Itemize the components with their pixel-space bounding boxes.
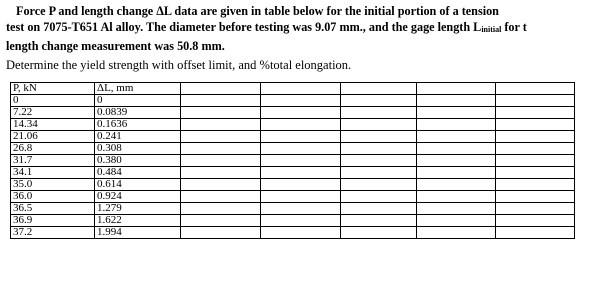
table-cell bbox=[181, 203, 261, 215]
table-cell: 37.2 bbox=[11, 227, 95, 239]
problem-line-2 bbox=[6, 19, 613, 38]
table-cell: 36.9 bbox=[11, 215, 95, 227]
table-header-cell bbox=[341, 83, 417, 95]
table-header-cell: P, kN bbox=[11, 83, 95, 95]
table-cell bbox=[341, 167, 417, 179]
table-cell bbox=[181, 167, 261, 179]
problem-line-2-text: test on 7075-T651 Al alloy. The diameter before testing was 9.07 mm., and the gage length L bbox=[6, 20, 482, 34]
table-cell bbox=[181, 107, 261, 119]
table-cell bbox=[417, 227, 496, 239]
table-cell bbox=[181, 131, 261, 143]
table-cell bbox=[496, 155, 575, 167]
table-header-cell bbox=[181, 83, 261, 95]
table-cell bbox=[181, 119, 261, 131]
table-cell bbox=[261, 179, 341, 191]
table-cell bbox=[496, 131, 575, 143]
table-cell: 0 bbox=[95, 95, 181, 107]
table-cell bbox=[496, 119, 575, 131]
table-cell: 0.241 bbox=[95, 131, 181, 143]
table-cell: 0 bbox=[11, 95, 95, 107]
table-row bbox=[11, 107, 575, 119]
data-table-body bbox=[11, 83, 575, 239]
table-cell: 1.994 bbox=[95, 227, 181, 239]
problem-statement bbox=[6, 3, 613, 54]
gage-length-subscript: initial bbox=[481, 25, 502, 34]
table-header-cell bbox=[496, 83, 575, 95]
table-header-cell bbox=[417, 83, 496, 95]
table-cell bbox=[341, 107, 417, 119]
table-row bbox=[11, 155, 575, 167]
table-cell: 35.0 bbox=[11, 179, 95, 191]
table-cell bbox=[417, 143, 496, 155]
table-cell bbox=[261, 95, 341, 107]
table-cell bbox=[417, 167, 496, 179]
table-cell: 14.34 bbox=[11, 119, 95, 131]
table-cell bbox=[261, 191, 341, 203]
table-cell: 31.7 bbox=[11, 155, 95, 167]
table-cell bbox=[341, 95, 417, 107]
table-cell bbox=[181, 227, 261, 239]
table-cell bbox=[496, 215, 575, 227]
table-cell: 21.06 bbox=[11, 131, 95, 143]
table-cell bbox=[261, 155, 341, 167]
table-cell bbox=[181, 143, 261, 155]
table-cell: 34.1 bbox=[11, 167, 95, 179]
table-cell bbox=[261, 143, 341, 155]
table-cell bbox=[261, 203, 341, 215]
table-cell bbox=[181, 191, 261, 203]
table-cell bbox=[181, 179, 261, 191]
table-cell bbox=[496, 143, 575, 155]
table-row bbox=[11, 167, 575, 179]
table-cell: 7.22 bbox=[11, 107, 95, 119]
table-cell bbox=[341, 227, 417, 239]
table-cell: 1.279 bbox=[95, 203, 181, 215]
table-cell bbox=[181, 215, 261, 227]
table-cell: 1.622 bbox=[95, 215, 181, 227]
table-cell: 0.614 bbox=[95, 179, 181, 191]
problem-line-1: Force P and length change ΔL data are given in table below for the initial portion of a tension bbox=[16, 4, 499, 18]
table-cell bbox=[261, 167, 341, 179]
table-header-cell bbox=[261, 83, 341, 95]
table-cell bbox=[417, 131, 496, 143]
task-instruction: Determine the yield strength with offset limit, and %total elongation. bbox=[6, 58, 352, 72]
table-cell bbox=[417, 95, 496, 107]
table-cell bbox=[341, 179, 417, 191]
table-cell bbox=[341, 191, 417, 203]
table-row bbox=[11, 119, 575, 131]
table-cell bbox=[181, 155, 261, 167]
table-cell bbox=[496, 107, 575, 119]
table-row bbox=[11, 191, 575, 203]
table-cell bbox=[341, 131, 417, 143]
table-cell bbox=[496, 191, 575, 203]
table-cell: 0.380 bbox=[95, 155, 181, 167]
data-table bbox=[10, 82, 575, 239]
table-row bbox=[11, 95, 575, 107]
table-cell bbox=[261, 131, 341, 143]
table-cell bbox=[261, 119, 341, 131]
table-cell bbox=[341, 119, 417, 131]
table-row bbox=[11, 203, 575, 215]
table-cell bbox=[181, 95, 261, 107]
table-cell bbox=[261, 107, 341, 119]
table-cell bbox=[417, 191, 496, 203]
table-row bbox=[11, 143, 575, 155]
table-cell bbox=[496, 203, 575, 215]
table-cell bbox=[417, 215, 496, 227]
table-cell bbox=[261, 215, 341, 227]
table-cell: 0.0839 bbox=[95, 107, 181, 119]
table-cell: 0.1636 bbox=[95, 119, 181, 131]
table-cell: 0.308 bbox=[95, 143, 181, 155]
table-row bbox=[11, 227, 575, 239]
table-cell: 36.0 bbox=[11, 191, 95, 203]
table-cell bbox=[417, 155, 496, 167]
table-cell bbox=[496, 179, 575, 191]
table-cell bbox=[341, 155, 417, 167]
table-cell: 26.8 bbox=[11, 143, 95, 155]
table-row bbox=[11, 131, 575, 143]
table-header-row bbox=[11, 83, 575, 95]
table-cell bbox=[341, 143, 417, 155]
table-cell bbox=[417, 179, 496, 191]
table-cell bbox=[417, 119, 496, 131]
table-header-cell: ΔL, mm bbox=[95, 83, 181, 95]
table-cell: 36.5 bbox=[11, 203, 95, 215]
table-row bbox=[11, 179, 575, 191]
problem-line-2-tail: for t bbox=[501, 20, 527, 34]
table-cell bbox=[496, 95, 575, 107]
table-cell: 0.484 bbox=[95, 167, 181, 179]
table-cell bbox=[261, 227, 341, 239]
table-cell bbox=[417, 107, 496, 119]
table-cell bbox=[417, 203, 496, 215]
table-cell bbox=[496, 167, 575, 179]
table-cell: 0.924 bbox=[95, 191, 181, 203]
table-row bbox=[11, 215, 575, 227]
table-cell bbox=[341, 215, 417, 227]
problem-line-3: length change measurement was 50.8 mm. bbox=[6, 39, 225, 53]
table-cell bbox=[341, 203, 417, 215]
table-cell bbox=[496, 227, 575, 239]
